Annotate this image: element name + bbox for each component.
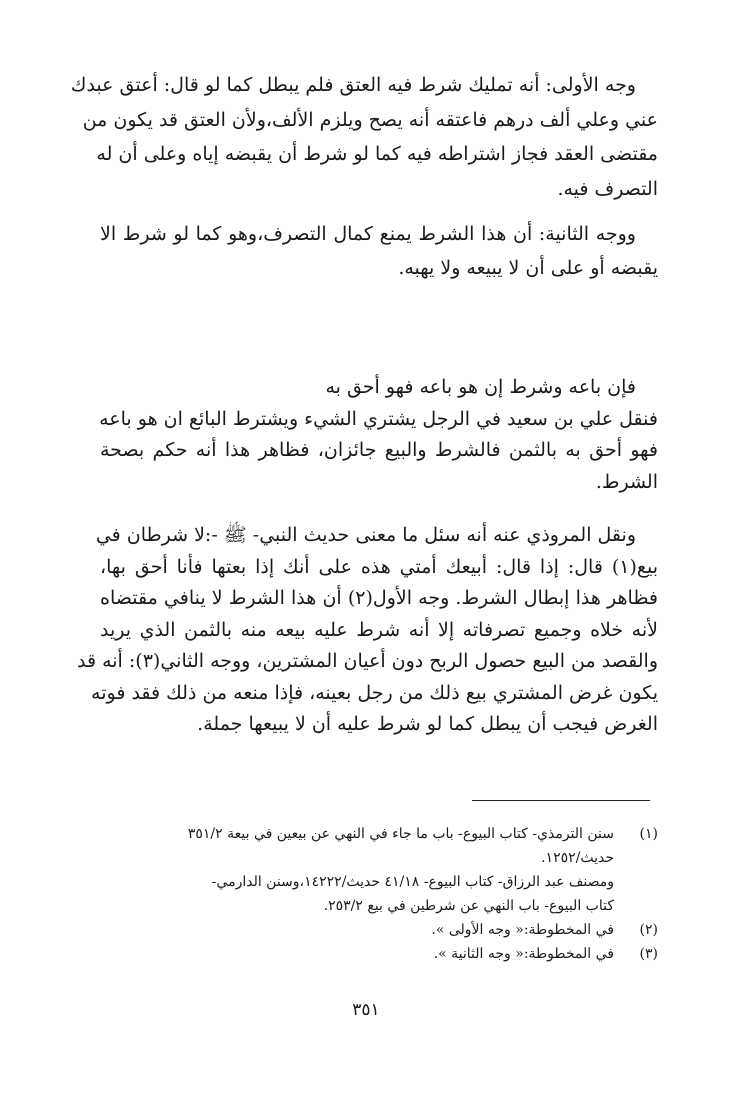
footnote-line: سنن الترمذي- كتاب البيوع- باب ما جاء في النهي عن بيعين في بيعة ٣٥١/٢ <box>187 826 614 842</box>
footnote-line: في المخطوطة:« وجه الثانية ». <box>433 946 614 962</box>
footnote-item <box>88 942 658 966</box>
footnote-number: (٣) <box>639 946 658 962</box>
footnote-line: حديث/١٢٥٢. <box>541 850 614 866</box>
text-line: الغرض فيجب أن يبطل كما لو شرط عليه أن لا يبيعها جملة. <box>197 713 658 735</box>
page-number: ٣٥١ <box>352 1000 380 1020</box>
text-line: فهو أحق به بالثمن فالشرط والبيع جائزان، فظاهر هذا أنه حكم بصحة <box>100 439 658 461</box>
text-line: والقصد من البيع حصول الربح دون أعيان المشترين، ووجه الثاني(٣): أنه قد <box>76 650 658 672</box>
text-line: فنقل علي بن سعيد في الرجل يشتري الشيء ويشترط البائع ان هو باعه <box>99 407 658 430</box>
text-line: يقبضه أو على أن لا يبيعه ولا يهبه. <box>398 257 658 279</box>
footnote-line: في المخطوطة:« وجه الأولى ». <box>431 922 614 938</box>
footnote-separator-rule <box>472 800 650 801</box>
footnote-line: ومصنف عبد الرزاق- كتاب البيوع- ٤١/١٨ حديث/١٤٢٢٢،وسنن الدارمي- <box>211 874 614 890</box>
footnote-item <box>88 822 658 870</box>
text-line: وجه الأولى: أنه تمليك شرط فيه العتق فلم يبطل كما لو قال: أعتق عبدك <box>70 74 636 96</box>
text-line: مقتضى العقد فجاز اشتراطه فيه كما لو شرط أن يقبضه إياه وعلى أن له <box>96 143 658 165</box>
footnote-number: (٢) <box>639 922 658 938</box>
text-line: بيع(١) قال: إذا قال: أبيعك أمتي هذه على أنك إذا بعتها فأنا أحق بها، <box>100 555 658 578</box>
footnote-number: (١) <box>639 826 658 842</box>
text-line: يكون غرض المشتري بيع ذلك من رجل بعينه، فإذا منعه من ذلك فقد فوته <box>91 681 658 704</box>
footnote-line: كتاب البيوع- باب النهي عن شرطين في بيع ٢٥٣/٢. <box>323 898 614 914</box>
paragraph-second-aspect <box>100 217 658 285</box>
paragraph-first-aspect <box>70 68 658 206</box>
text-line: فإن باعه وشرط إن هو باعه فهو أحق به <box>325 376 636 398</box>
text-line: ووجه الثانية: أن هذا الشرط يمنع كمال التصرف،وهو كما لو شرط الا <box>100 223 636 245</box>
text-line: التصرف فيه. <box>557 177 658 200</box>
paragraph-marwazi-narration <box>76 520 658 741</box>
footnotes <box>88 822 658 966</box>
footnote-item <box>88 918 658 942</box>
paragraph-seller-priority <box>100 372 658 498</box>
text-line: عني وعلي ألف درهم فاعتقه أنه يصح ويلزم الألف،ولأن العتق قد يكون من <box>82 108 658 131</box>
text-line: ونقل المروذي عنه أنه سئل ما معنى حديث النبي- ﷺ -:لا شرطان في <box>95 524 636 546</box>
text-line: فظاهر هذا إبطال الشرط. وجه الأول(٢) أن هذا الشرط لا ينافي مقتضاه <box>100 587 658 609</box>
footnote-item <box>88 870 658 918</box>
text-line: لأنه خلاه وجميع تصرفاته إلا أنه شرط عليه بيعه منه بالثمن الذي يريد <box>100 618 658 641</box>
text-line: الشرط. <box>595 470 658 493</box>
